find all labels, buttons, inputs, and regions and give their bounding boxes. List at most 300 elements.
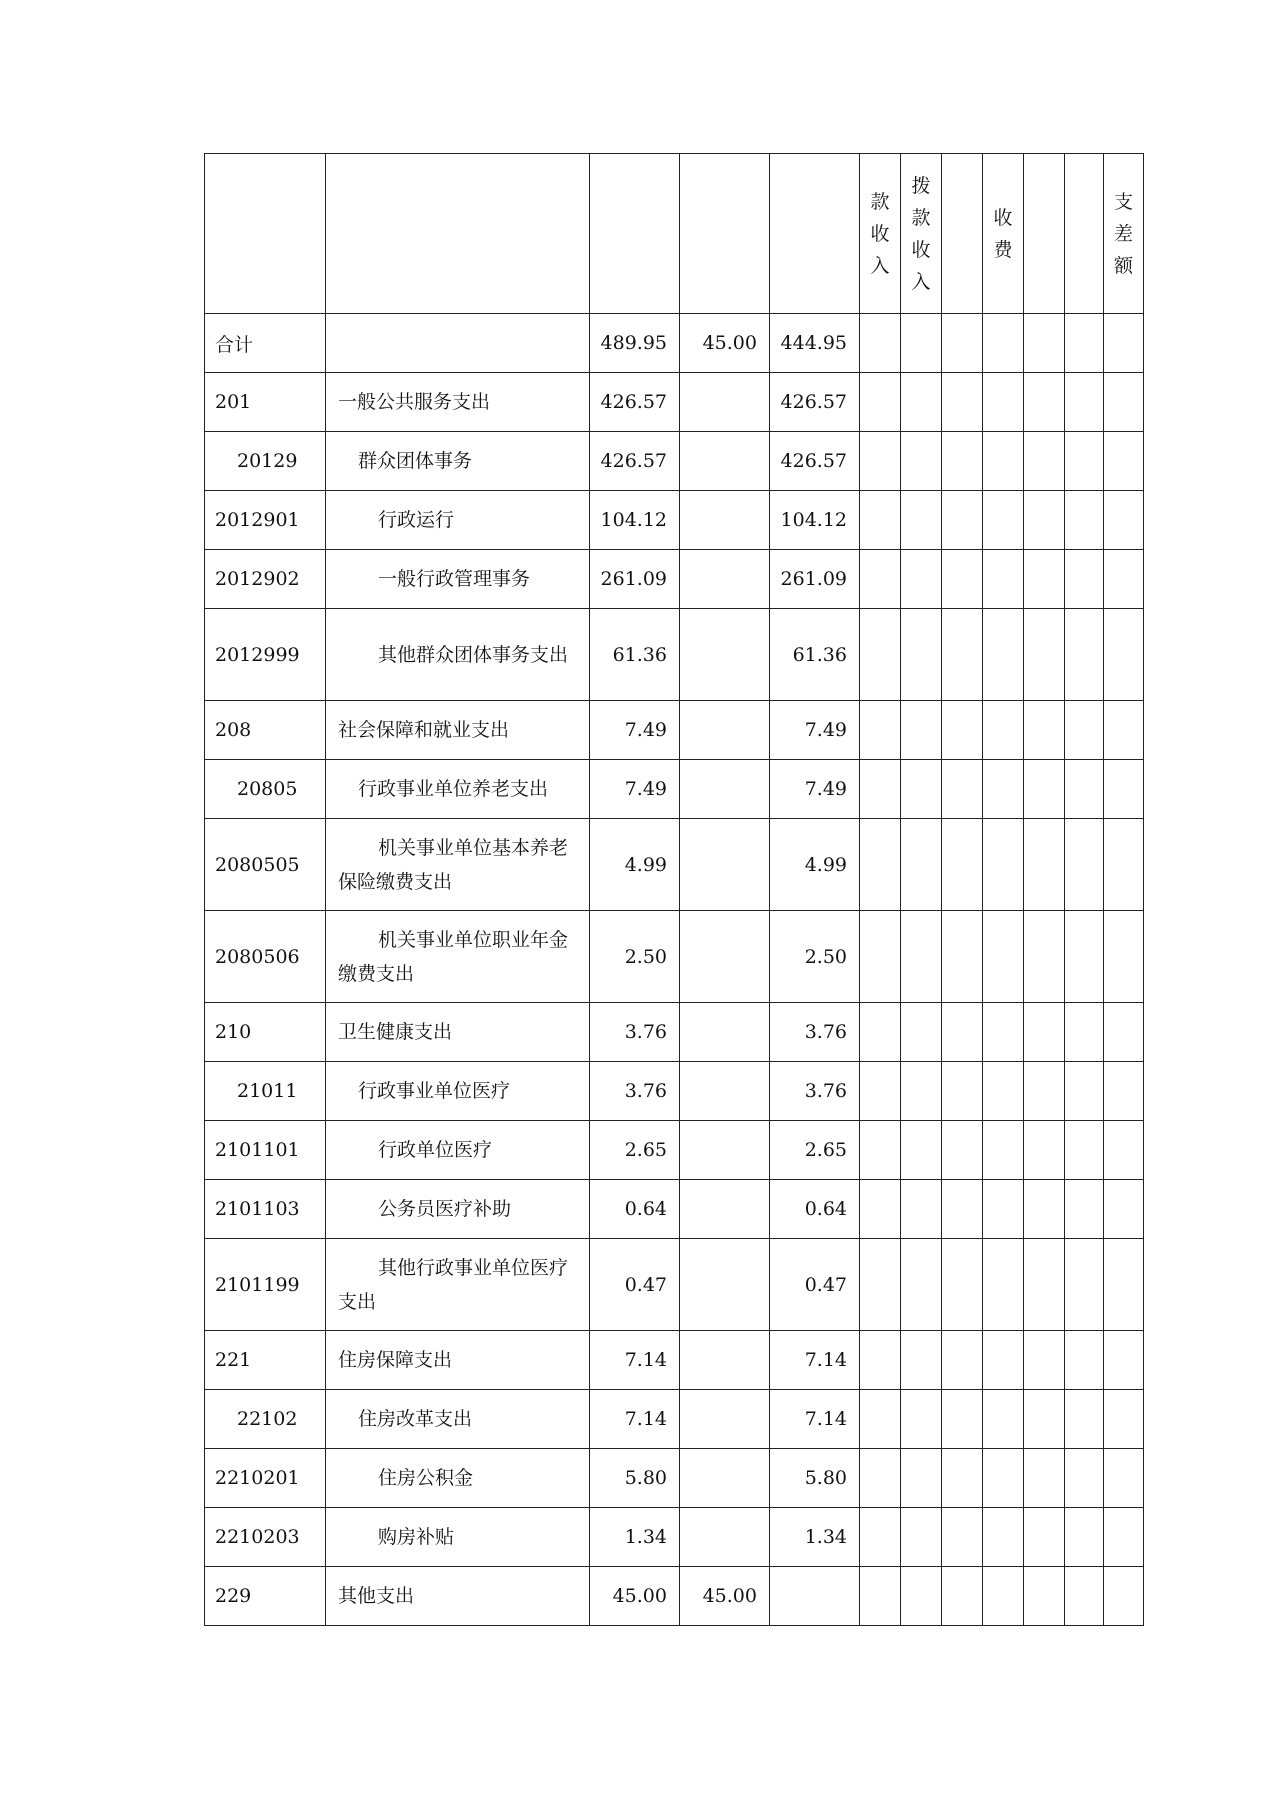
row-name — [326, 491, 590, 550]
row-empty-cell — [1104, 1331, 1144, 1390]
row-total: 261.09 — [590, 550, 680, 609]
row-name-text: 其他支出 — [338, 1585, 415, 1607]
row-col3: 426.57 — [770, 432, 860, 491]
header-vertical-char: 额 — [1113, 254, 1133, 277]
row-empty-cell — [983, 1449, 1024, 1508]
row-col2 — [680, 1121, 770, 1180]
row-col2 — [680, 1239, 770, 1331]
row-empty-cell — [1065, 1121, 1104, 1180]
table-row — [205, 1390, 1144, 1449]
row-empty-cell — [1065, 1003, 1104, 1062]
row-empty-cell — [860, 1180, 901, 1239]
row-col2 — [680, 1003, 770, 1062]
row-empty-cell — [983, 373, 1024, 432]
row-total: 4.99 — [590, 819, 680, 911]
row-empty-cell — [1065, 314, 1104, 373]
row-empty-cell — [1065, 911, 1104, 1003]
row-name-text: 机关事业单位职业年金缴费支出 — [338, 928, 569, 985]
row-name — [326, 373, 590, 432]
header-vertical-char: 入 — [911, 270, 931, 293]
row-col2 — [680, 819, 770, 911]
row-empty-cell — [901, 314, 942, 373]
row-name-text: 住房公积金 — [378, 1467, 474, 1489]
row-col2 — [680, 550, 770, 609]
row-col3: 2.50 — [770, 911, 860, 1003]
row-empty-cell — [860, 491, 901, 550]
row-empty-cell — [1024, 1062, 1065, 1121]
row-empty-cell — [860, 373, 901, 432]
row-empty-cell — [860, 911, 901, 1003]
row-col3: 3.76 — [770, 1062, 860, 1121]
row-empty-cell — [983, 1331, 1024, 1390]
row-total: 0.47 — [590, 1239, 680, 1331]
row-empty-cell — [983, 911, 1024, 1003]
row-empty-cell — [983, 760, 1024, 819]
table-row — [205, 373, 1144, 432]
row-empty-cell — [1024, 1390, 1065, 1449]
row-total: 45.00 — [590, 1567, 680, 1626]
row-empty-cell — [1024, 1508, 1065, 1567]
row-empty-cell — [1065, 432, 1104, 491]
row-empty-cell — [1104, 1003, 1144, 1062]
table-row — [205, 911, 1144, 1003]
row-empty-cell — [942, 1239, 983, 1331]
row-empty-cell — [860, 819, 901, 911]
row-empty-cell — [901, 609, 942, 701]
row-col3 — [770, 1567, 860, 1626]
row-empty-cell — [942, 1567, 983, 1626]
header-vertical-char: 收 — [911, 238, 931, 261]
table-row — [205, 314, 1144, 373]
row-empty-cell — [1104, 1567, 1144, 1626]
table-row — [205, 1567, 1144, 1626]
header-vertical-char: 费 — [993, 238, 1013, 261]
row-name — [326, 1239, 590, 1331]
row-name-text: 群众团体事务 — [358, 450, 473, 472]
row-col2 — [680, 911, 770, 1003]
row-empty-cell — [942, 911, 983, 1003]
row-empty-cell — [983, 1003, 1024, 1062]
row-empty-cell — [1065, 1567, 1104, 1626]
header-cell-vertical-7 — [1104, 154, 1144, 314]
row-code: 208 — [205, 701, 326, 760]
row-total: 0.64 — [590, 1180, 680, 1239]
row-code: 201 — [205, 373, 326, 432]
row-empty-cell — [860, 1331, 901, 1390]
row-col2 — [680, 1449, 770, 1508]
row-empty-cell — [1024, 1003, 1065, 1062]
row-col3: 3.76 — [770, 1003, 860, 1062]
table-header-row — [205, 154, 1144, 314]
row-empty-cell — [901, 1508, 942, 1567]
row-col3: 7.14 — [770, 1390, 860, 1449]
row-empty-cell — [860, 1121, 901, 1180]
row-empty-cell — [1024, 1121, 1065, 1180]
row-name-text: 购房补贴 — [378, 1526, 455, 1548]
row-empty-cell — [942, 491, 983, 550]
row-empty-cell — [1024, 1331, 1065, 1390]
row-col3: 104.12 — [770, 491, 860, 550]
header-vertical-char: 入 — [870, 254, 890, 277]
row-empty-cell — [942, 1508, 983, 1567]
row-empty-cell — [1104, 609, 1144, 701]
row-name — [326, 609, 590, 701]
row-empty-cell — [942, 819, 983, 911]
row-empty-cell — [1104, 373, 1144, 432]
row-empty-cell — [901, 1180, 942, 1239]
header-vertical-char: 差 — [1113, 222, 1133, 245]
row-name — [326, 1062, 590, 1121]
row-name-text: 住房改革支出 — [358, 1408, 473, 1430]
row-empty-cell — [1104, 1449, 1144, 1508]
row-empty-cell — [942, 1331, 983, 1390]
row-empty-cell — [1065, 701, 1104, 760]
row-empty-cell — [1024, 1567, 1065, 1626]
row-total: 61.36 — [590, 609, 680, 701]
row-total: 3.76 — [590, 1003, 680, 1062]
row-empty-cell — [901, 550, 942, 609]
row-empty-cell — [860, 1003, 901, 1062]
row-code: 2210203 — [205, 1508, 326, 1567]
row-code: 2080505 — [205, 819, 326, 911]
header-cell-vertical-6 — [1065, 154, 1104, 314]
row-name-text: 一般公共服务支出 — [338, 391, 491, 413]
row-empty-cell — [1104, 1390, 1144, 1449]
row-empty-cell — [1065, 1390, 1104, 1449]
row-empty-cell — [983, 1508, 1024, 1567]
row-empty-cell — [901, 819, 942, 911]
table-row — [205, 1449, 1144, 1508]
row-col2 — [680, 701, 770, 760]
row-col3: 0.64 — [770, 1180, 860, 1239]
row-empty-cell — [1024, 701, 1065, 760]
row-col3: 4.99 — [770, 819, 860, 911]
table-row — [205, 1239, 1144, 1331]
row-col3: 1.34 — [770, 1508, 860, 1567]
row-empty-cell — [901, 1121, 942, 1180]
row-code: 2012999 — [205, 609, 326, 701]
row-empty-cell — [860, 701, 901, 760]
row-code: 20129 — [205, 432, 326, 491]
row-empty-cell — [1104, 819, 1144, 911]
table-row — [205, 1331, 1144, 1390]
row-col3: 7.49 — [770, 760, 860, 819]
row-empty-cell — [983, 1239, 1024, 1331]
row-empty-cell — [901, 491, 942, 550]
row-empty-cell — [860, 760, 901, 819]
header-cell-total — [590, 154, 680, 314]
row-empty-cell — [901, 1449, 942, 1508]
header-vertical-char: 支 — [1113, 190, 1133, 213]
row-empty-cell — [983, 1180, 1024, 1239]
row-col2: 45.00 — [680, 314, 770, 373]
row-empty-cell — [1065, 760, 1104, 819]
row-col2 — [680, 1390, 770, 1449]
header-cell-code — [205, 154, 326, 314]
row-empty-cell — [1024, 491, 1065, 550]
row-name-text: 行政事业单位医疗 — [358, 1080, 511, 1102]
row-total: 426.57 — [590, 373, 680, 432]
header-cell-col2 — [680, 154, 770, 314]
row-empty-cell — [983, 1062, 1024, 1121]
row-empty-cell — [1065, 1062, 1104, 1121]
row-empty-cell — [942, 373, 983, 432]
row-empty-cell — [1065, 550, 1104, 609]
row-empty-cell — [1065, 819, 1104, 911]
row-empty-cell — [1065, 1180, 1104, 1239]
table-row — [205, 550, 1144, 609]
row-name — [326, 1003, 590, 1062]
row-col2: 45.00 — [680, 1567, 770, 1626]
row-name — [326, 701, 590, 760]
row-empty-cell — [860, 432, 901, 491]
row-empty-cell — [942, 701, 983, 760]
row-empty-cell — [860, 1390, 901, 1449]
row-empty-cell — [942, 1062, 983, 1121]
row-empty-cell — [1065, 1508, 1104, 1567]
header-vertical-char: 款 — [870, 190, 890, 213]
row-empty-cell — [901, 1390, 942, 1449]
row-col3: 0.47 — [770, 1239, 860, 1331]
row-col3: 61.36 — [770, 609, 860, 701]
row-empty-cell — [1104, 1062, 1144, 1121]
row-col3: 426.57 — [770, 373, 860, 432]
row-name-text: 机关事业单位基本养老保险缴费支出 — [338, 836, 569, 893]
row-name — [326, 1121, 590, 1180]
row-code: 2210201 — [205, 1449, 326, 1508]
row-empty-cell — [983, 1390, 1024, 1449]
row-col2 — [680, 609, 770, 701]
row-empty-cell — [983, 819, 1024, 911]
row-name-text: 一般行政管理事务 — [378, 568, 531, 590]
row-empty-cell — [1065, 491, 1104, 550]
row-name — [326, 314, 590, 373]
row-empty-cell — [1024, 550, 1065, 609]
row-code: 2012901 — [205, 491, 326, 550]
header-cell-col3 — [770, 154, 860, 314]
row-col3: 7.49 — [770, 701, 860, 760]
row-name-text: 住房保障支出 — [338, 1349, 453, 1371]
row-total: 489.95 — [590, 314, 680, 373]
row-name — [326, 1180, 590, 1239]
budget-expenditure-table — [204, 153, 1144, 1626]
table-row — [205, 1003, 1144, 1062]
row-empty-cell — [1104, 760, 1144, 819]
row-empty-cell — [1104, 432, 1144, 491]
row-col2 — [680, 373, 770, 432]
row-empty-cell — [1104, 1180, 1144, 1239]
header-vertical-char: 款 — [911, 206, 931, 229]
row-code: 2012902 — [205, 550, 326, 609]
row-empty-cell — [860, 609, 901, 701]
row-name — [326, 1449, 590, 1508]
header-cell-vertical-1 — [860, 154, 901, 314]
row-col2 — [680, 491, 770, 550]
row-col3: 444.95 — [770, 314, 860, 373]
row-empty-cell — [901, 1239, 942, 1331]
row-total: 1.34 — [590, 1508, 680, 1567]
row-empty-cell — [1024, 1239, 1065, 1331]
row-empty-cell — [1024, 373, 1065, 432]
row-name — [326, 1567, 590, 1626]
row-empty-cell — [942, 760, 983, 819]
row-total: 3.76 — [590, 1062, 680, 1121]
row-col2 — [680, 760, 770, 819]
row-empty-cell — [901, 911, 942, 1003]
row-total: 104.12 — [590, 491, 680, 550]
row-empty-cell — [942, 314, 983, 373]
row-col2 — [680, 432, 770, 491]
row-name-text: 其他群众团体事务支出 — [378, 643, 569, 666]
row-col2 — [680, 1331, 770, 1390]
table-body — [205, 154, 1144, 1626]
row-code: 20805 — [205, 760, 326, 819]
row-name-text: 行政运行 — [378, 509, 455, 531]
row-empty-cell — [1065, 373, 1104, 432]
row-name — [326, 432, 590, 491]
table-row — [205, 819, 1144, 911]
row-empty-cell — [983, 1567, 1024, 1626]
row-empty-cell — [901, 1003, 942, 1062]
row-empty-cell — [1065, 1331, 1104, 1390]
row-empty-cell — [942, 1121, 983, 1180]
row-empty-cell — [901, 1567, 942, 1626]
row-col3: 7.14 — [770, 1331, 860, 1390]
row-empty-cell — [1104, 1239, 1144, 1331]
row-name — [326, 819, 590, 911]
table-row — [205, 491, 1144, 550]
row-name-text: 行政事业单位养老支出 — [358, 778, 549, 800]
header-cell-vertical-2 — [901, 154, 942, 314]
row-name — [326, 1390, 590, 1449]
row-empty-cell — [1065, 609, 1104, 701]
row-empty-cell — [983, 609, 1024, 701]
row-total: 7.49 — [590, 701, 680, 760]
row-name-text: 行政单位医疗 — [378, 1139, 493, 1161]
row-empty-cell — [1104, 911, 1144, 1003]
row-empty-cell — [983, 550, 1024, 609]
row-empty-cell — [983, 314, 1024, 373]
row-empty-cell — [901, 432, 942, 491]
row-empty-cell — [983, 1121, 1024, 1180]
row-empty-cell — [1024, 432, 1065, 491]
row-empty-cell — [942, 550, 983, 609]
row-code: 221 — [205, 1331, 326, 1390]
row-empty-cell — [942, 1180, 983, 1239]
row-empty-cell — [942, 609, 983, 701]
row-name — [326, 1508, 590, 1567]
row-empty-cell — [860, 1567, 901, 1626]
row-empty-cell — [1104, 1508, 1144, 1567]
row-empty-cell — [860, 1239, 901, 1331]
row-empty-cell — [1065, 1449, 1104, 1508]
row-empty-cell — [860, 550, 901, 609]
row-empty-cell — [942, 1003, 983, 1062]
row-empty-cell — [983, 432, 1024, 491]
row-empty-cell — [1024, 911, 1065, 1003]
row-total: 5.80 — [590, 1449, 680, 1508]
row-empty-cell — [983, 491, 1024, 550]
row-empty-cell — [1024, 760, 1065, 819]
table-row — [205, 1121, 1144, 1180]
row-code: 21011 — [205, 1062, 326, 1121]
row-total: 426.57 — [590, 432, 680, 491]
row-code: 229 — [205, 1567, 326, 1626]
row-col3: 261.09 — [770, 550, 860, 609]
row-empty-cell — [1024, 314, 1065, 373]
row-empty-cell — [1065, 1239, 1104, 1331]
row-empty-cell — [901, 1331, 942, 1390]
row-col3: 2.65 — [770, 1121, 860, 1180]
row-code: 22102 — [205, 1390, 326, 1449]
row-empty-cell — [1104, 314, 1144, 373]
header-cell-name — [326, 154, 590, 314]
row-col2 — [680, 1508, 770, 1567]
row-empty-cell — [860, 1508, 901, 1567]
row-empty-cell — [942, 1449, 983, 1508]
row-name — [326, 550, 590, 609]
row-code: 210 — [205, 1003, 326, 1062]
row-code: 2101199 — [205, 1239, 326, 1331]
table-row — [205, 701, 1144, 760]
row-empty-cell — [1024, 1180, 1065, 1239]
row-code: 2101103 — [205, 1180, 326, 1239]
header-cell-vertical-3 — [942, 154, 983, 314]
row-empty-cell — [901, 1062, 942, 1121]
header-cell-vertical-4 — [983, 154, 1024, 314]
row-name-text: 卫生健康支出 — [338, 1021, 453, 1043]
row-total: 2.65 — [590, 1121, 680, 1180]
row-total: 7.14 — [590, 1390, 680, 1449]
row-total: 2.50 — [590, 911, 680, 1003]
row-empty-cell — [1024, 609, 1065, 701]
row-empty-cell — [860, 1449, 901, 1508]
table-row — [205, 432, 1144, 491]
row-empty-cell — [901, 760, 942, 819]
row-empty-cell — [1024, 819, 1065, 911]
header-vertical-char: 收 — [870, 222, 890, 245]
row-empty-cell — [1024, 1449, 1065, 1508]
header-vertical-char: 拨 — [911, 174, 931, 197]
table-row — [205, 1180, 1144, 1239]
row-empty-cell — [860, 1062, 901, 1121]
table-row — [205, 1508, 1144, 1567]
row-name — [326, 760, 590, 819]
row-total: 7.14 — [590, 1331, 680, 1390]
row-col2 — [680, 1062, 770, 1121]
row-code: 2101101 — [205, 1121, 326, 1180]
row-name — [326, 1331, 590, 1390]
row-empty-cell — [942, 1390, 983, 1449]
row-col3: 5.80 — [770, 1449, 860, 1508]
table-row — [205, 760, 1144, 819]
row-empty-cell — [860, 314, 901, 373]
row-empty-cell — [983, 701, 1024, 760]
header-cell-vertical-5 — [1024, 154, 1065, 314]
row-code: 合计 — [205, 314, 326, 373]
table-row — [205, 609, 1144, 701]
row-name-text: 其他行政事业单位医疗支出 — [338, 1256, 569, 1313]
header-vertical-char: 收 — [993, 206, 1013, 229]
row-empty-cell — [1104, 701, 1144, 760]
row-name-text: 社会保障和就业支出 — [338, 719, 510, 741]
row-col2 — [680, 1180, 770, 1239]
row-total: 7.49 — [590, 760, 680, 819]
row-empty-cell — [942, 432, 983, 491]
row-empty-cell — [901, 373, 942, 432]
row-empty-cell — [901, 701, 942, 760]
row-name — [326, 911, 590, 1003]
